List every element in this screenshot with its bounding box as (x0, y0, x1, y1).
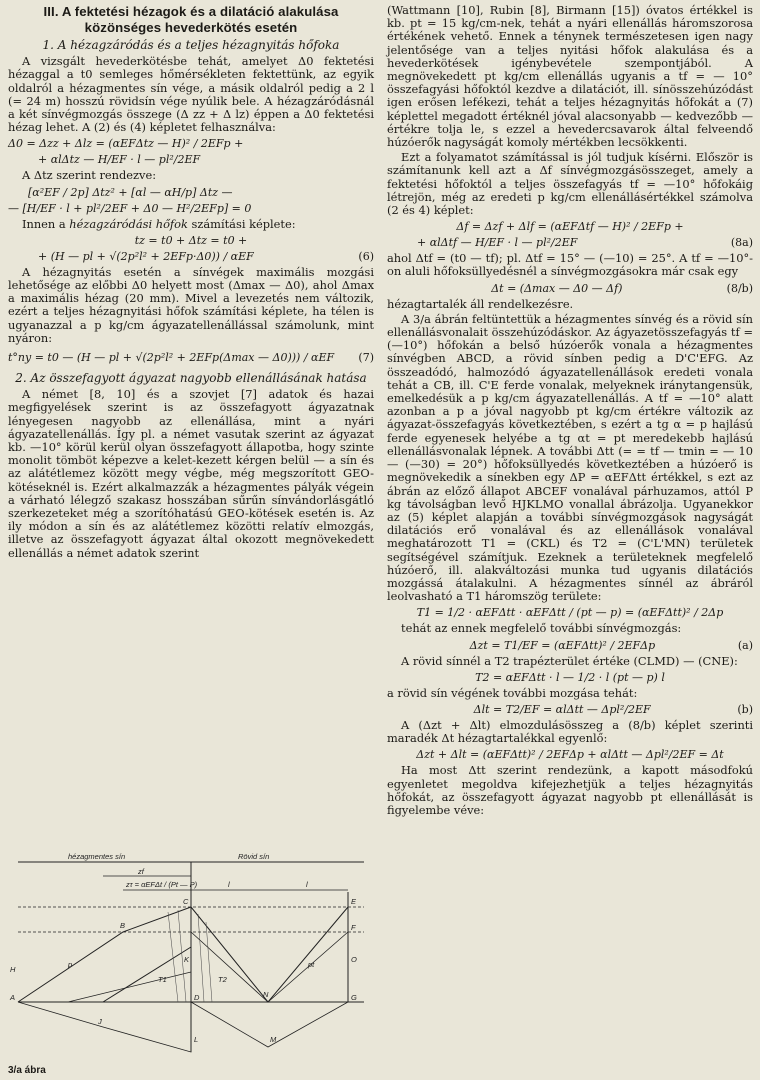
label-l2: l (306, 880, 308, 889)
eq4-body: t°ny = t0 — (H — pl + √(2p²l² + 2EFp(Δmax — Δ0))) / αEF (8, 351, 335, 365)
r-equation-6 (387, 703, 753, 716)
p3-italic: hézagzáródási hőfok (69, 216, 188, 231)
resistance-line-left (18, 907, 191, 1002)
eq3-body: + (H — pl + √(2p²l² + 2EFp·Δ0)) / αEF (38, 249, 254, 263)
label-top-right: Rövid sín (238, 852, 270, 861)
subheading-2: 2. Az összefagyott ágyazat nagyobb ellenállásának hatása (15, 371, 367, 386)
label-ratio: zτ = αEFΔt / (Pt — P) (126, 880, 198, 889)
equation-1-line1: Δ0 = Δzz + Δlz = (αEFΔtz — H)² / 2EFp + (8, 137, 244, 151)
label-H: H (10, 965, 16, 974)
r-paragraph-10: Ha most Δtt szerint rendezünk, a kapott másodfokú egyenletet megoldva kifejezhetjük a teljes hézagnyitás hőfokát, az összefagyott ágyazat nagyobb pt ellenállását is figyelembe véve: (387, 763, 753, 817)
resistance-line-right-2 (191, 932, 348, 1002)
paragraph-3 (8, 218, 374, 231)
label-L: L (194, 1035, 199, 1044)
r-eq4-number: (a) (737, 638, 753, 652)
label-B: B (120, 921, 126, 930)
r-paragraph-7: A rövid sínnél a T2 trapézterület értéke (CLMD) — (CNE): (401, 653, 738, 668)
equation-3-line2 (8, 250, 374, 263)
equation-2-line2: — [H/EF · l + pl²/2EF + Δ0 — H²/2EFp] = 0 (8, 201, 252, 215)
equation-1-line2: + αlΔtz — H/EF · l — pl²/2EF (38, 153, 201, 167)
label-pf: p (68, 960, 73, 969)
label-zf: zf (138, 867, 144, 876)
r-equation-7: Δzt + Δlt = (αEFΔtt)² / 2EFΔp + αlΔtt — Δpl²/2EF = Δt (416, 748, 724, 762)
label-K: K (184, 955, 190, 964)
label-F: F (351, 923, 356, 932)
hatching (168, 910, 212, 1002)
p3-post: számítási képlete: (187, 216, 296, 231)
section-title-line1: III. A fektetési hézagok és a dilatáció alakulása (43, 4, 339, 19)
subheading-1: 1. A hézagzáródás és a teljes hézagnyitás hőfoka (42, 38, 340, 52)
label-O: O (351, 955, 357, 964)
r-equation-4 (387, 639, 753, 652)
r-paragraph-2: Ezt a folyamatot számítással is jól tudjuk kísérni. Először is számítanunk kell azt a Δf sínvégmozgásösszeget, amely a fektetési hőfoktól a teljes összefagyás tf = —10° hőfokáig létrejön, még az eredeti p kg/cm ellenállásértékkel számolva (2 és 4) képlet: (387, 150, 753, 218)
r-eq1-number: (8a) (730, 236, 753, 250)
resistance-line-left-2 (103, 947, 191, 1002)
label-A: A (10, 993, 16, 1002)
r-paragraph-4: hézagtartalék áll rendelkezésre. (387, 296, 574, 311)
r-equation-2 (387, 282, 753, 295)
r-eq2-number: (8/b) (726, 281, 753, 295)
equation-3-line1: tz = t0 + Δtz = t0 + (134, 233, 248, 247)
equation-4 (8, 351, 374, 364)
r-paragraph-8: a rövid sín végének további mozgása tehát: (387, 685, 638, 700)
r-paragraph-5: A 3/a ábrán feltüntettük a hézagmentes sínvég és a rövid sín ellenállásvonalait összehúzódáskor. Az ágyazetösszefagyás tf = (—10°) hőfokán a belső húzóerők vonala a hézagmentes sínvégben ABCD, a rövid sínben pedig a D'C'EFG. Az összeadódó, halmozódó ágyazatellenállások eredeti vonala tehát a CB, ill. C'E ferde vonalak, melyeknek iránytangensük, emelkedésük a p kg/cm ágyazatellenállás. A tf = —10° alatt azonban a p a jóval nagyobb pt kg/cm értékre változik az ágyazat-összefagyás következtében, s ezért a tg α = p hajlású ferde egyenesek helyébe a tg αt = pt meredekebb hajlású ellenállásvonalak lépnek. A további Δtt (= = tf — tmin = — 10 — (—30) = 20°) hőfoksüllyedés következtében a húzóerő is megnövekedik a sínekben egy ΔP = αEFΔtt értékkel, s ezt az ábrán az előző állapot ABCEF vonalával párhuzamos, attól P kg távolságban levő HJKLMO vonallal ábrázolja. Ugyanekkor az (5) képlet alapján a további sínvégmozgások nagyságát dilatációs erő vonalával és az ellenállások vonalával meghatározott T1 = (CKL) és T2 = (C'L'MN) területek segítségével számítjuk. Ezeknek a területeknek megfelelő húzóerő, ill. alakváltozási munka tud ugyanis dilatációs mozgássá átalakulni. A hézagmentes sínnél az ábráról leolvasható a T1 háromszög területe: (387, 311, 753, 604)
r-paragraph-9: A (Δzt + Δlt) elmozdulásösszeg a (8/b) képlet szerinti maradék Δt hézagtartalékkal egyenlő: (387, 717, 753, 746)
label-top-left: hézagmentes sín (68, 852, 126, 861)
r-eq6-body: Δlt = T2/EF = αlΔtt — Δpl²/2EF (473, 702, 651, 716)
label-J: J (98, 1017, 102, 1026)
label-G: G (351, 993, 357, 1002)
label-N: N (263, 990, 269, 999)
paragraph-2: A Δtz szerint rendezve: (22, 168, 157, 183)
paragraph-1: A vizsgált hevederkötésbe tehát, amelyet Δ0 fektetési hézaggal a t0 semleges hőmérsékleten fektettünk, az egyik oldalról a hézagmentes sín vége, a másik oldalról pedig a 2 l (= 24 m) hosszú rövidsín vége nyúlik bele. A hézagzáródásnál a két sínvégmozgás összege (Δ zz + Δ lz) éppen a Δ0 fektetési hézag lehet. A (2) és (4) képletet felhasználva: (8, 54, 374, 135)
r-eq4-body: Δzt = T1/EF = (αEFΔtt)² / 2EFΔp (469, 638, 656, 652)
label-E: E (351, 897, 357, 906)
label-M: M (270, 1035, 277, 1044)
r-eq2-body: Δt = (Δmax — Δ0 — Δf) (491, 281, 623, 295)
resistance-line-left-3 (68, 972, 191, 1002)
r-paragraph-6: tehát az ennek megfelelő további sínvégmozgás: (401, 621, 682, 636)
section-title-line2: közönséges hevederkötés esetén (84, 19, 298, 35)
resistance-line-right (191, 907, 348, 1002)
label-D: D (194, 993, 200, 1002)
paragraph-5: A német [8, 10] és a szovjet [7] adatok és hazai megfigyelések szerint is az összefagyott ágyazatnak lényegesen nagyobb az ellenállása, mint a nyári ágyazatellenállás. Így pl. a német vasutak szerint az ágyazat kb. —10° körül kerül olyan összefagyott állapotba, hogy szinte monolit tömböt képezve a kelet-kezett kérgen belül — a sín és az alátétlemez között megy végbe, még megszorított GEO-kötéseknél is. Ezért alkalmazzák a hézagmentes pályák végein a várható lélegző szakasz hosszában sűrűn sínvándorlásgátló szerkezeteket még a szorítóhatású GEO-kötések esetén is. Az ily módon a sín és az alátétlemez közötti relatív elmozgás, illetve az összefagyott ágyazat által okozott megnövekedett ellenállás a német adatok szerint (8, 387, 374, 560)
r-eq6-number: (b) (737, 702, 753, 716)
r-eq1-body: + αlΔtf — H/EF · l — pl²/2EF (417, 236, 578, 250)
r-equation-1-line1: Δf = Δzf + Δlf = (αEFΔtf — H)² / 2EFp + (456, 220, 684, 234)
eq4-number: (7) (358, 351, 374, 365)
r-equation-3: T1 = 1/2 · αEFΔtt · αEFΔtt / (pt — p) = (αEFΔtt)² / 2Δp (416, 606, 724, 620)
figure-diagram (8, 852, 374, 1064)
p3-pre: Innen a (22, 216, 70, 231)
r-paragraph-3: ahol Δtf = (t0 — tf); pl. Δtf = 15° — (—10) = 25°. A tf = —10°-on aluli hőfoksüllyedésnél a sínvégmozgásokra már csak egy (387, 251, 753, 279)
lower-triangle-left (18, 1002, 191, 1052)
section-title (8, 4, 374, 35)
paragraph-4: A hézagnyitás esetén a sínvégek maximális mozgási lehetősége az előbbi Δ0 helyett most (Δmax — Δ0), ahol Δmax a maximális hézag (20 mm). Mivel a levezetés nem változik, ezért a teljes hézagnyitási hőfok számítási képlete, ha télen is ugyanazzal a p kg/cm ágyazatellenállással számolunk, mint nyáron: (8, 264, 374, 345)
right-column (387, 4, 753, 819)
eq3-number: (6) (358, 249, 374, 263)
r-equation-1-line2 (387, 236, 753, 249)
equation-2-line1: [α²EF / 2p] Δtz² + [αl — αH/p] Δtz — (28, 185, 233, 199)
label-l1: l (228, 880, 230, 889)
r-equation-5: T2 = αEFΔtt · l — 1/2 · l (pt — p) l (475, 670, 665, 684)
figure-3a (8, 852, 374, 1077)
label-T1: T1 (158, 975, 167, 984)
r-paragraph-1: (Wattmann [10], Rubin [8], Birmann [15]) óvatos értékkel is kb. pt = 15 kg/cm-nek, tehát a nyári ellenállás háromszorosa értékének vehető. Ennek a ténynek természetesen igen nagy jelentősége van a teljes nyitási hőfok alakulása és a hevederkötések igénybevétele szempontjából. A megnövekedett pt kg/cm ellenállás ugyanis a tf = — 10° összefagyási hőfoktól kezdve a dilatációt, ill. sínösszehúzódást igen erősen lefékezi, tehát a teljes hézagnyitás hőfokát a (7) képlettel megadott értéknél jóval alacsonyabb — kedvezőbb — értékre tolja le, s ezzel a hevedercsavarok által felveendő húzóerők nagyságát komoly mértékben lecsökkenti. (387, 3, 753, 150)
label-C: C (183, 897, 189, 906)
label-T2: T2 (218, 975, 227, 984)
figure-caption: 3/a ábra (8, 1064, 46, 1076)
label-pt: pt (308, 960, 315, 969)
left-column (8, 4, 374, 562)
